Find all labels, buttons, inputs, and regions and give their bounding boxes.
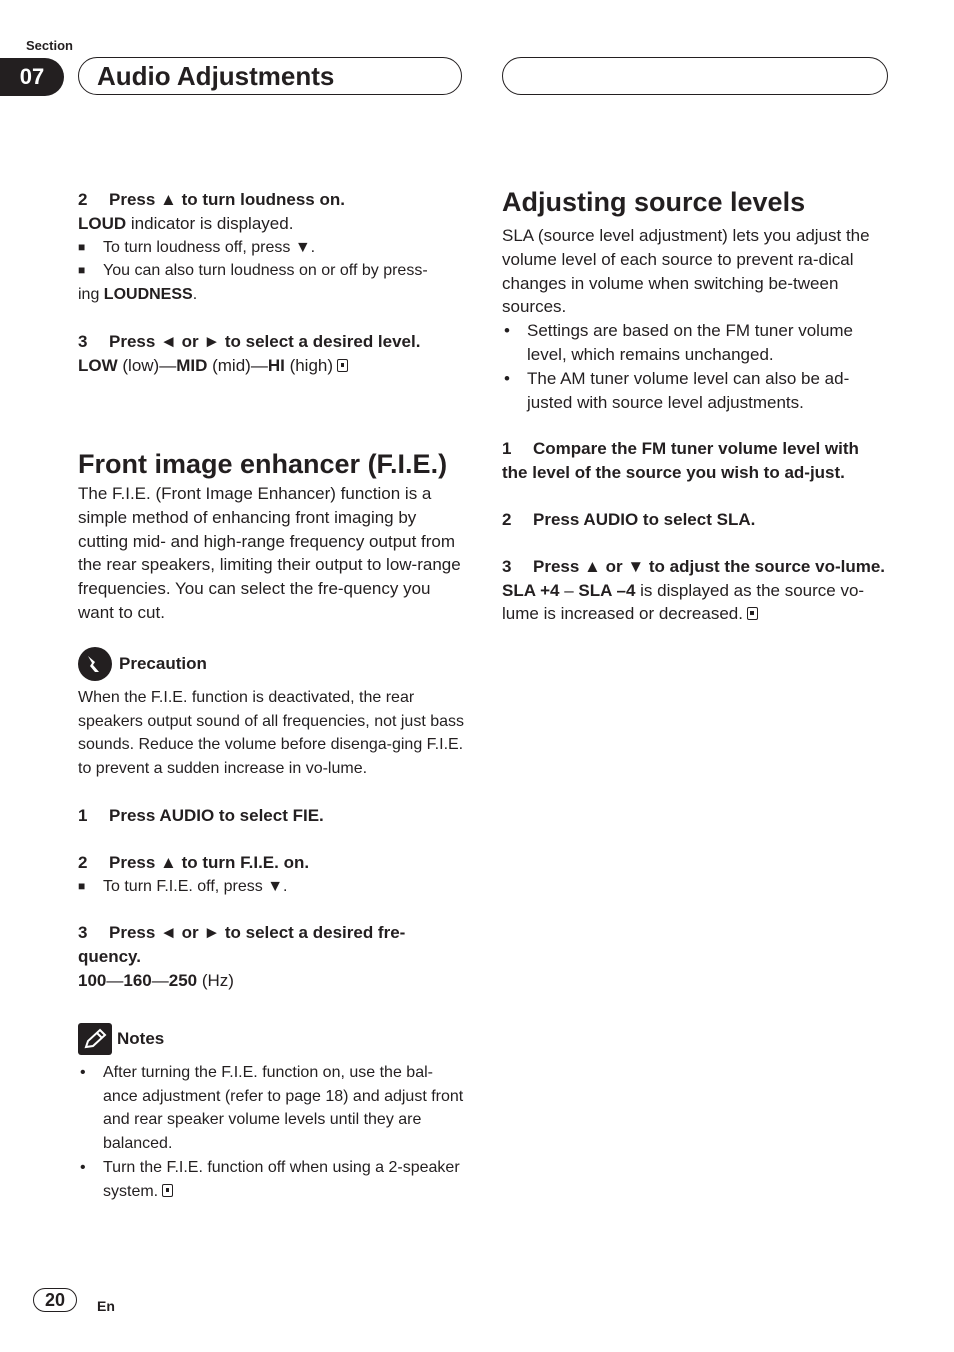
- fie-step-2: [78, 851, 464, 875]
- step-text: Press AUDIO to select SLA.: [533, 509, 756, 529]
- sla-bullet: • The AM tuner volume level can also be ad-justed with source level adjustments.: [502, 367, 888, 415]
- precaution-icon: [78, 647, 112, 681]
- loud-bullet-2: [78, 259, 464, 307]
- bullet-text: You can also turn loudness on or off by press-: [103, 262, 428, 280]
- freq-250: 250: [168, 970, 198, 990]
- step-text: Compare the FM tuner volume level with the level of the source you wish to ad-just.: [502, 439, 859, 483]
- sla-plus-4: SLA +4: [502, 580, 560, 600]
- section-number: 07: [0, 58, 64, 96]
- sla-bullet: • Settings are based on the FM tuner volume level, which remains unchanged.: [502, 319, 888, 367]
- step-text: Press ◄ or ► to select a desired fre-quency.: [78, 923, 406, 967]
- page-number: 20: [33, 1288, 77, 1312]
- left-column: [78, 188, 464, 378]
- step-number: 1: [78, 805, 88, 825]
- loudness-label: LOUDNESS: [103, 286, 193, 304]
- section-label: Section: [26, 38, 73, 53]
- freq-unit: (Hz): [197, 970, 234, 990]
- step-number: 2: [502, 509, 512, 529]
- notes-pencil-icon: [78, 1023, 112, 1055]
- sla-range-text: is displayed as the source vo-lume is increased or decreased.: [502, 580, 865, 624]
- step-number: 3: [78, 331, 88, 351]
- precaution-label: Precaution: [119, 653, 207, 673]
- step-number: 2: [78, 190, 88, 209]
- freq-160: 160: [123, 970, 152, 990]
- square-bullet-icon: ■: [78, 263, 86, 278]
- note-text: After turning the F.I.E. function on, use the bal-ance adjustment (refer to page 18) and adjust front and rear speaker volume levels until they are balanced.: [103, 1063, 464, 1153]
- step-text: Press ◄ or ► to select a desired level.: [109, 331, 421, 351]
- sla-step-3: [502, 555, 888, 579]
- end-mark-icon: [337, 359, 348, 372]
- level-mid: MID: [176, 355, 208, 375]
- sla-minus-4: SLA –4: [578, 580, 636, 600]
- sla-range-line: [502, 579, 888, 627]
- sla-step-1: [502, 437, 888, 485]
- header-empty-box: [502, 57, 888, 95]
- step-text: Press ▲ to turn F.I.E. on.: [109, 852, 310, 872]
- bullet-end: .: [192, 286, 198, 304]
- loudness-step-2: [78, 188, 464, 212]
- loud-bullet-1: [78, 236, 464, 260]
- step-number: 3: [78, 923, 88, 943]
- freq-line: [78, 969, 464, 993]
- fie-bullet: [78, 875, 464, 899]
- square-bullet-icon: ■: [78, 239, 86, 254]
- notes-list: [78, 1061, 464, 1204]
- end-mark-icon: [162, 1184, 173, 1197]
- sla-intro: SLA (source level adjustment) lets you adjust the volume level of each source to prevent ra-dical changes in volume when switching be-tween sources.: [502, 226, 870, 317]
- bullet-text: To turn loudness off, press ▼.: [103, 238, 316, 256]
- section-title: [78, 57, 462, 95]
- freq-sep: —: [106, 970, 124, 990]
- loud-indicator-line: [78, 212, 464, 236]
- step-number: 2: [78, 852, 88, 872]
- precaution-text: When the F.I.E. function is deactivated, the rear speakers output sound of all frequencies, not just bass sounds. Reduce the volume before disenga-ging F.I.E. to prevent a sudden increase in vo-lume.: [78, 688, 465, 778]
- step-number: 1: [502, 439, 512, 459]
- fie-step-1: [78, 804, 464, 828]
- notes-header: [78, 1023, 464, 1055]
- level-hi: HI: [267, 355, 285, 375]
- step-text: Press ▲ or ▼ to adjust the source vo-lume.: [533, 556, 886, 576]
- loudness-step-3: [78, 330, 464, 354]
- step-text: Press ▲ to turn loudness on.: [109, 190, 345, 209]
- square-bullet-icon: ■: [78, 878, 86, 893]
- bullet-text: To turn F.I.E. off, press ▼.: [103, 877, 288, 895]
- language-label: En: [97, 1298, 115, 1314]
- note-item: [78, 1061, 464, 1156]
- sla-heading: Adjusting source levels: [502, 187, 806, 217]
- fie-step-3: [78, 921, 464, 969]
- level-low: LOW: [78, 355, 118, 375]
- note-item: [78, 1156, 464, 1204]
- freq-sep: —: [151, 970, 169, 990]
- step-number: 3: [502, 556, 512, 576]
- loud-label: LOUD: [78, 213, 127, 233]
- right-column: [502, 185, 888, 626]
- sla-step-2: [502, 508, 888, 532]
- levels-line: [78, 354, 464, 378]
- section-title-text: Audio Adjustments: [97, 60, 335, 91]
- loud-indicator-text: indicator is displayed.: [126, 213, 294, 233]
- bullet-text-cont: ing: [78, 286, 104, 304]
- level-low-sub: (low)—: [117, 355, 177, 375]
- precaution-header: [78, 647, 464, 681]
- fie-intro: The F.I.E. (Front Image Enhancer) function is a simple method of enhancing front imaging by cutting mid- and high-range frequency output from the rear speakers, limiting their output to low-range frequencies. You can select the fre-quency you want to cut.: [78, 484, 461, 622]
- end-mark-icon: [747, 607, 758, 620]
- sla-dash: –: [559, 580, 579, 600]
- level-hi-sub: (high): [284, 355, 334, 375]
- freq-100: 100: [78, 970, 107, 990]
- step-text: Press AUDIO to select FIE.: [109, 805, 324, 825]
- notes-label: Notes: [117, 1028, 165, 1048]
- level-mid-sub: (mid)—: [207, 355, 268, 375]
- sla-bullets: [502, 319, 888, 414]
- fie-section: [78, 447, 464, 1204]
- note-text: Turn the F.I.E. function off when using a 2-speaker system.: [103, 1158, 460, 1200]
- fie-heading: Front image enhancer (F.I.E.): [78, 449, 448, 479]
